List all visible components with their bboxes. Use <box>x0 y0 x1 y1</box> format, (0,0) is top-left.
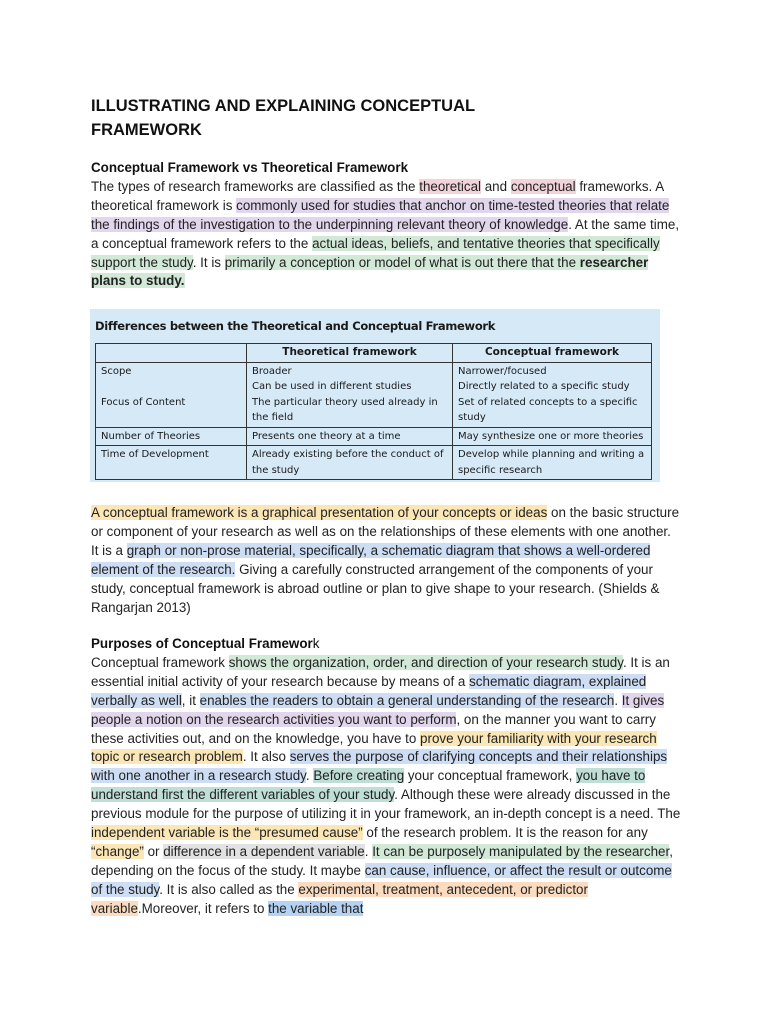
heading-tail: k <box>312 636 320 651</box>
comparison-table <box>95 343 652 480</box>
text-run: . <box>614 692 622 708</box>
highlighted-text: Before creating <box>313 768 405 784</box>
highlighted-text: primarily a conception or model of what is out there that the <box>224 254 580 270</box>
section-purposes <box>91 635 681 919</box>
header-cell-empty <box>96 344 247 363</box>
text-run: . It is <box>192 254 225 270</box>
theoretical-cell <box>247 446 453 480</box>
text-run: , it <box>181 692 200 708</box>
highlighted-text: conceptual <box>510 178 576 194</box>
cell-text: Develop while planning and writing a <box>458 449 645 460</box>
cell-text: Scope <box>101 365 132 377</box>
text-run: Giving a carefully constructed arrangement of the components of your study, conceptual framework is abroad outline or plan to give shape to your research. (Shields & Rangarjan 2013) <box>91 561 660 615</box>
highlighted-text: the variable that <box>268 900 364 916</box>
highlighted-text: schematic diagram, explained verbally as well <box>91 673 647 708</box>
highlighted-text: prove your familiarity with your research topic or research problem <box>91 730 657 765</box>
table-row <box>96 427 652 446</box>
text-run: . It is an essential initial activity of your research because by means of a <box>91 654 670 689</box>
theoretical-cell <box>247 427 453 446</box>
text-run: .Moreover, it refers to <box>137 900 269 916</box>
highlighted-text: experimental, treatment, antecedent, or predictor variable <box>91 881 588 916</box>
paragraph-body <box>91 504 681 617</box>
highlighted-text: difference in a dependent variable <box>163 843 365 859</box>
cell-text: Focus of Content <box>101 396 186 408</box>
header-cell-theoretical: Theoretical framework <box>247 344 453 363</box>
figure-title: Differences between the Theoretical and Conceptual Framework <box>95 319 496 333</box>
highlighted-text: actual ideas, beliefs, and tentative theories that specifically support the study <box>91 235 660 270</box>
table-body <box>96 362 652 480</box>
text-run: and <box>481 178 511 194</box>
text-run: , on the manner you want to carry these activities out, and on the knowledge, you have to <box>91 711 656 746</box>
heading-text: Purposes of Conceptual Framewor <box>91 636 313 651</box>
text-run: of the research problem. It is the reason for any <box>362 825 648 841</box>
cell-text: Narrower/focused <box>458 365 547 377</box>
highlighted-text: commonly used for studies that anchor on time-tested theories that relate the findings of the investigation to the underpinning relevant theory of knowledge <box>91 197 670 232</box>
paragraph-definition <box>91 504 681 617</box>
highlighted-text: independent variable is the “presumed cause” <box>91 825 363 841</box>
conceptual-cell <box>453 427 652 446</box>
cell-text: Presents one theory at a time <box>252 430 401 442</box>
comparison-figure <box>90 309 660 482</box>
section-heading <box>91 635 681 654</box>
cell-text: Directly related to a specific study <box>458 381 630 392</box>
text-run: . <box>364 843 373 859</box>
highlighted-text: you have to understand first the different variables of your study <box>91 768 646 803</box>
highlighted-text: serves the purpose of clarifying concepts and their relationships with one another in a research study <box>91 749 668 784</box>
text-run: The types of research frameworks are classified as the <box>91 178 420 194</box>
cell-text: Can be used in different studies <box>252 381 412 392</box>
conceptual-cell <box>453 362 652 427</box>
text-run: , depending on the focus of the study. It maybe <box>91 843 673 878</box>
highlighted-text: “change” <box>91 843 144 859</box>
highlighted-text: shows the organization, order, and direction of your research study <box>228 654 623 670</box>
page-title: ILLUSTRATING AND EXPLAINING CONCEPTUAL FRAMEWORK <box>91 97 475 139</box>
row-label-cell <box>96 427 247 446</box>
highlighted-text: can cause, influence, or affect the result or outcome of the study <box>91 862 672 897</box>
highlighted-text: It gives people a notion on the research activities you want to perform <box>91 692 665 727</box>
table-row <box>96 446 652 480</box>
text-run: your conceptual framework, <box>404 768 577 784</box>
highlighted-text: A conceptual framework is a graphical presentation of your concepts or ideas <box>91 505 548 520</box>
paragraph-body <box>91 654 681 919</box>
cell-text: The particular theory used already in <box>252 396 438 408</box>
cell-text: study <box>458 412 486 423</box>
highlighted-text: theoretical <box>419 178 482 194</box>
section-conceptual-vs-theoretical <box>91 159 681 291</box>
text-run: Conceptual framework <box>91 654 229 670</box>
text-run: or <box>143 843 164 859</box>
paragraph-body <box>91 178 681 291</box>
text-run: . At the same time, a conceptual framework refers to the <box>91 216 680 251</box>
text-run: frameworks. A theoretical framework is <box>91 178 664 213</box>
text-run: . Although these were already discussed in the previous module for the purpose of utilizing it in your framework, an in-depth concept is a need. The <box>91 787 681 822</box>
row-label-cell <box>96 362 247 427</box>
cell-text: Time of Development <box>101 449 209 460</box>
text-run: . It also <box>242 749 290 765</box>
highlighted-text: graph or non-prose material, specifically, a schematic diagram that shows a well-ordered element of the research. <box>91 542 651 577</box>
cell-text: specific research <box>458 464 543 476</box>
cell-text: May synthesize one or more theories <box>458 430 644 442</box>
table-header-row <box>96 344 652 363</box>
text-run: . <box>305 768 314 784</box>
highlighted-text: researcher plans to study. <box>91 254 649 289</box>
cell-text: Number of Theories <box>101 430 201 442</box>
cell-text: Set of related concepts to a specific <box>458 396 638 408</box>
header-cell-conceptual: Conceptual framework <box>453 344 652 363</box>
cell-text: Already existing before the conduct of <box>252 449 444 460</box>
cell-text: the field <box>252 412 294 423</box>
text-run: on the basic structure or component of your research as well as on the relationships of these elements with one another. It is a <box>91 505 680 558</box>
cell-text: Broader <box>252 365 292 377</box>
cell-text: the study <box>252 464 300 476</box>
conceptual-cell <box>453 446 652 480</box>
section-heading: Conceptual Framework vs Theoretical Framework <box>91 160 409 175</box>
highlighted-text: enables the readers to obtain a general understanding of the research <box>199 692 615 708</box>
table-row <box>96 362 652 427</box>
row-label-cell <box>96 446 247 480</box>
text-run: . It is also called as the <box>159 881 299 897</box>
highlighted-text: It can be purposely manipulated by the researcher <box>372 843 670 859</box>
theoretical-cell <box>247 362 453 427</box>
cell-text <box>101 379 241 395</box>
